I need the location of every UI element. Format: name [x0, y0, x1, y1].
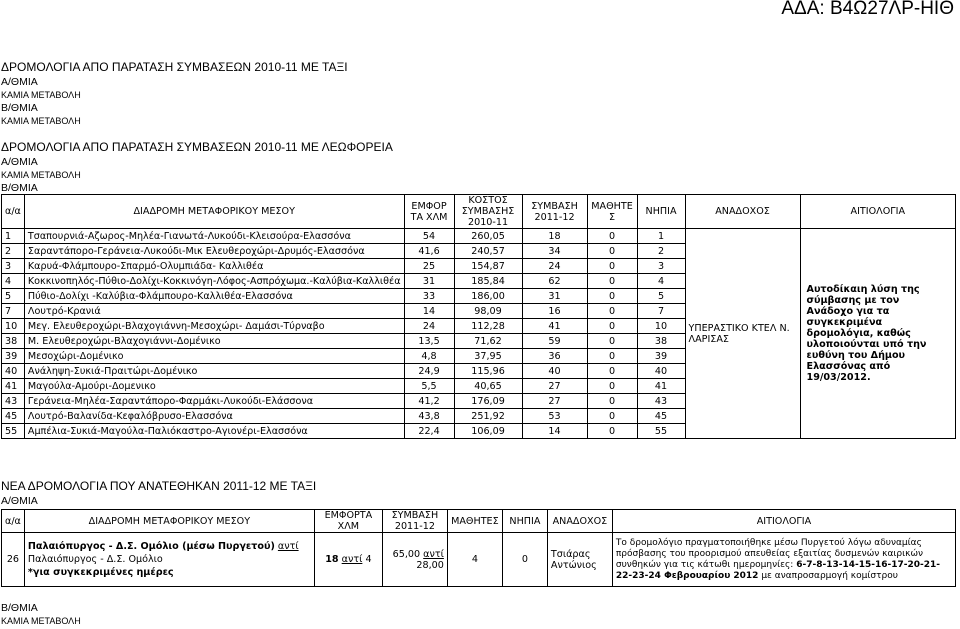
header-km: ΕΜΦΟΡΤΑ ΧΛΜ — [314, 510, 382, 533]
header-contractor: ΑΝΑΔΟΧΟΣ — [547, 510, 612, 533]
cell-route: Αμπέλια-Συκιά-Μαγούλα-Παλιόκαστρο-Αγιονέρι-Ελασσόνα — [24, 424, 404, 439]
cell-cost: 112,28 — [454, 319, 522, 334]
cell-reason: Αυτοδίκαιη λύση της σύμβασης με τον Ανάδοχο για τα συγκεκριμένα δρομολόγια, καθώς υλοποιούνται υπό την ευθύνη του Δήμου Ελασσόνας από 19/03/2012. — [800, 229, 955, 439]
contract-instead-word: αντί — [423, 548, 444, 560]
cell-students: 0 — [587, 259, 637, 274]
cell-infants: 3 — [637, 259, 685, 274]
cell-route: Κοκκινοπηλός-Πύθιο-Δολίχι-Κοκκινόγη-Λόφος-Ασπρόχωμα.-Καλύβια-Καλλιθέα — [24, 274, 404, 289]
header-aa: α/α — [2, 195, 25, 229]
route-line-original: Παλαιόπυργος - Δ.Σ. Ομόλιο — [27, 554, 163, 565]
cell-cost: 154,87 — [454, 259, 522, 274]
cell-km: 13,5 — [404, 334, 454, 349]
cell-contract: 31 — [522, 289, 587, 304]
cell-students: 0 — [587, 394, 637, 409]
cell-aa: 4 — [2, 274, 25, 289]
cell-students: 0 — [587, 349, 637, 364]
cell-km: 4,8 — [404, 349, 454, 364]
cell-students: 0 — [587, 304, 637, 319]
cell-km: 33 — [404, 289, 454, 304]
secondary-label: Β/ΘΜΙΑ — [1, 602, 38, 614]
header-aa: α/α — [2, 510, 25, 533]
cell-students: 0 — [587, 364, 637, 379]
cell-cost: 98,09 — [454, 304, 522, 319]
reason-text: Το δρομολόγιο πραγματοποιήθηκε μέσω Πυργετού λόγω αδυναμίας πρόσβασης του προορισμού απευθείας εξαιτίας δυσμενών καιρικών συνθηκών για τις κάτωθι ημερομηνίες: — [615, 537, 924, 570]
header-contract: ΣΥΜΒΑΣΗ 2011-12 — [382, 510, 447, 533]
primary-status: ΚΑΜΙΑ ΜΕΤΑΒΟΛΗ — [1, 90, 81, 100]
cell-aa: 7 — [2, 304, 25, 319]
cell-students: 0 — [587, 334, 637, 349]
km-old: 4 — [365, 554, 372, 565]
cell-km: 25 — [404, 259, 454, 274]
cell-aa: 26 — [2, 533, 25, 587]
cell-students: 0 — [587, 409, 637, 424]
cell-km: 54 — [404, 229, 454, 244]
cell-contract: 40 — [522, 364, 587, 379]
cell-contract: 41 — [522, 319, 587, 334]
header-reason: ΑΙΤΙΟΛΟΓΙΑ — [612, 510, 955, 533]
cell-route: Μ. Ελευθεροχώρι-Βλαχογιάννι-Δομένικο — [24, 334, 404, 349]
section-title-taxi-extension: ΔΡΟΜΟΛΟΓΙΑ ΑΠΟ ΠΑΡΑΤΑΣΗ ΣΥΜΒΑΣΕΩΝ 2010-11 ΜΕ ΤΑΞΙ — [1, 60, 348, 74]
km-instead-word: αντί — [341, 554, 363, 565]
reason-suffix: με αναπροσαρμογή κομίστρου — [761, 570, 898, 581]
cell-infants: 7 — [637, 304, 685, 319]
route-instead-word: αντί — [277, 541, 299, 552]
cell-cost: 106,09 — [454, 424, 522, 439]
cell-contractor: Τσιάρας Αντώνιος — [547, 533, 612, 587]
header-cost: ΚΟΣΤΟΣ ΣΥΜΒΑΣΗΣ 2010-11 — [454, 195, 522, 229]
cell-infants: 4 — [637, 274, 685, 289]
cell-cost: 71,62 — [454, 334, 522, 349]
cell-infants: 39 — [637, 349, 685, 364]
cell-infants: 2 — [637, 244, 685, 259]
secondary-label: Β/ΘΜΙΑ — [1, 182, 38, 194]
cell-cost: 186,00 — [454, 289, 522, 304]
cell-route: Σαραντάπορο-Γεράνεια-Λυκούδι-Μικ Ελευθεροχώρι-Δρυμός-Ελασσόνα — [24, 244, 404, 259]
new-routes-table — [1, 509, 956, 587]
cell-km: 24,9 — [404, 364, 454, 379]
primary-label: Α/ΘΜΙΑ — [1, 495, 38, 507]
header-contract: ΣΥΜΒΑΣΗ 2011-12 — [522, 195, 587, 229]
cell-students: 0 — [587, 229, 637, 244]
secondary-status: ΚΑΜΙΑ ΜΕΤΑΒΟΛΗ — [1, 116, 81, 126]
cell-aa: 39 — [2, 349, 25, 364]
cell-route: Λουτρό-Κρανιά — [24, 304, 404, 319]
cell-km: 31 — [404, 274, 454, 289]
cell-infants: 0 — [502, 533, 547, 587]
cell-route: Μεγ. Ελευθεροχώρι-Βλαχογιάννη-Μεσοχώρι- Δαμάσι-Τύρναβο — [24, 319, 404, 334]
cell-km — [314, 533, 382, 587]
cell-contract: 36 — [522, 349, 587, 364]
header-students: ΜΑΘΗΤΕΣ — [447, 510, 502, 533]
cell-cost: 40,65 — [454, 379, 522, 394]
cell-route: Γεράνεια-Μηλέα-Σαραντάπορο-Φαρμάκι-Λυκούδι-Ελάσσονα — [24, 394, 404, 409]
cell-students: 0 — [587, 379, 637, 394]
cell-aa: 38 — [2, 334, 25, 349]
cell-cost: 251,92 — [454, 409, 522, 424]
cell-route: Καρυά-Φλάμπουρο-Σπαρμό-Ολυμπιάδα- Καλλιθέα — [24, 259, 404, 274]
cell-infants: 40 — [637, 364, 685, 379]
bus-routes-table — [1, 194, 956, 439]
cell-cost: 176,09 — [454, 394, 522, 409]
cell-aa: 40 — [2, 364, 25, 379]
cell-infants: 43 — [637, 394, 685, 409]
contract-new: 65,00 — [392, 548, 421, 560]
cell-students: 0 — [587, 244, 637, 259]
cell-cost: 115,96 — [454, 364, 522, 379]
section-title-bus-extension: ΔΡΟΜΟΛΟΓΙΑ ΑΠΟ ΠΑΡΑΤΑΣΗ ΣΥΜΒΑΣΕΩΝ 2010-11 ΜΕ ΛΕΩΦΟΡΕΙΑ — [1, 140, 393, 154]
cell-km: 14 — [404, 304, 454, 319]
section-title-new-routes: ΝΕΑ ΔΡΟΜΟΛΟΓΙΑ ΠΟΥ ΑΝΑΤΕΘΗΚΑΝ 2011-12 ΜΕ ΤΑΞΙ — [1, 479, 317, 493]
cell-aa: 45 — [2, 409, 25, 424]
cell-contract: 24 — [522, 259, 587, 274]
cell-route: Λουτρό-Βαλανίδα-Κεφαλόβρυσο-Ελασσόνα — [24, 409, 404, 424]
cell-contract: 62 — [522, 274, 587, 289]
cell-km: 5,5 — [404, 379, 454, 394]
cell-infants: 45 — [637, 409, 685, 424]
cell-aa: 41 — [2, 379, 25, 394]
cell-infants: 41 — [637, 379, 685, 394]
cell-cost: 37,95 — [454, 349, 522, 364]
cell-aa: 43 — [2, 394, 25, 409]
cell-infants: 5 — [637, 289, 685, 304]
cell-students: 0 — [587, 319, 637, 334]
cell-contract: 18 — [522, 229, 587, 244]
cell-contract: 27 — [522, 394, 587, 409]
cell-students: 4 — [447, 533, 502, 587]
cell-km: 41,2 — [404, 394, 454, 409]
cell-km: 22,4 — [404, 424, 454, 439]
cell-aa: 2 — [2, 244, 25, 259]
cell-km: 24 — [404, 319, 454, 334]
secondary-status: ΚΑΜΙΑ ΜΕΤΑΒΟΛΗ — [1, 616, 81, 626]
cell-cost: 185,84 — [454, 274, 522, 289]
table-row — [2, 229, 956, 244]
header-km: ΕΜΦΟΡ ΤΑ ΧΛΜ — [404, 195, 454, 229]
cell-reason — [612, 533, 955, 587]
cell-contract: 59 — [522, 334, 587, 349]
header-route: ΔΙΑΔΡΟΜΗ ΜΕΤΑΦΟΡΙΚΟΥ ΜΕΣΟΥ — [24, 510, 314, 533]
cell-aa: 55 — [2, 424, 25, 439]
cell-contract: 34 — [522, 244, 587, 259]
cell-contract: 16 — [522, 304, 587, 319]
cell-cost: 240,57 — [454, 244, 522, 259]
cell-route: Πύθιο-Δολίχι -Καλύβια-Φλάμπουρο-Καλλιθέα-Ελασσόνα — [24, 289, 404, 304]
header-reason: ΑΙΤΙΟΛΟΓΙΑ — [800, 195, 955, 229]
route-line-main: Παλαιόπυργος - Δ.Σ. Ομόλιο (μέσω Πυργετού) — [27, 541, 275, 552]
table-row — [2, 533, 956, 587]
cell-cost: 260,05 — [454, 229, 522, 244]
cell-route — [24, 533, 314, 587]
km-new: 18 — [325, 554, 339, 565]
secondary-label: Β/ΘΜΙΑ — [1, 102, 38, 114]
cell-aa: 3 — [2, 259, 25, 274]
cell-contract — [382, 533, 447, 587]
cell-aa: 5 — [2, 289, 25, 304]
cell-infants: 38 — [637, 334, 685, 349]
reason-dates: 6-7-8-13-14-15-16-17-20-21-22-23-24 Φεβρουαρίου 2012 — [615, 559, 941, 581]
primary-label: Α/ΘΜΙΑ — [1, 76, 38, 88]
header-contractor: ΑΝΑΔΟΧΟΣ — [685, 195, 800, 229]
cell-route: Μεσοχώρι-Δομένικο — [24, 349, 404, 364]
document-id: ΑΔΑ: Β4Ω27ΛΡ-ΗΙΘ — [781, 0, 954, 19]
cell-students: 0 — [587, 289, 637, 304]
header-route: ΔΙΑΔΡΟΜΗ ΜΕΤΑΦΟΡΙΚΟΥ ΜΕΣΟΥ — [24, 195, 404, 229]
cell-contract: 53 — [522, 409, 587, 424]
header-students: ΜΑΘΗΤΕ Σ — [587, 195, 637, 229]
cell-route: Μαγούλα-Αμούρι-Δομενικο — [24, 379, 404, 394]
header-infants: ΝΗΠΙΑ — [502, 510, 547, 533]
cell-aa: 1 — [2, 229, 25, 244]
cell-students: 0 — [587, 274, 637, 289]
cell-route: Τσαπουρνιά-Αζωρος-Μηλέα-Γιανωτά-Λυκούδι-Κλεισούρα-Ελασσόνα — [24, 229, 404, 244]
cell-route: Ανάληψη-Συκιά-Πραιτώρι-Δομένικο — [24, 364, 404, 379]
route-note: *για συγκεκριμένες ημέρες — [27, 567, 174, 578]
cell-contract: 27 — [522, 379, 587, 394]
cell-infants: 55 — [637, 424, 685, 439]
cell-students: 0 — [587, 424, 637, 439]
header-infants: ΝΗΠΙΑ — [637, 195, 685, 229]
cell-contractor: ΥΠΕΡΑΣΤΙΚΟ ΚΤΕΛ Ν. ΛΑΡΙΣΑΣ — [685, 229, 800, 439]
cell-km: 43,8 — [404, 409, 454, 424]
cell-km: 41,6 — [404, 244, 454, 259]
cell-contract: 14 — [522, 424, 587, 439]
primary-status: ΚΑΜΙΑ ΜΕΤΑΒΟΛΗ — [1, 170, 81, 180]
cell-infants: 1 — [637, 229, 685, 244]
contract-old: 28,00 — [416, 559, 444, 571]
cell-infants: 10 — [637, 319, 685, 334]
cell-aa: 10 — [2, 319, 25, 334]
primary-label: Α/ΘΜΙΑ — [1, 156, 38, 168]
